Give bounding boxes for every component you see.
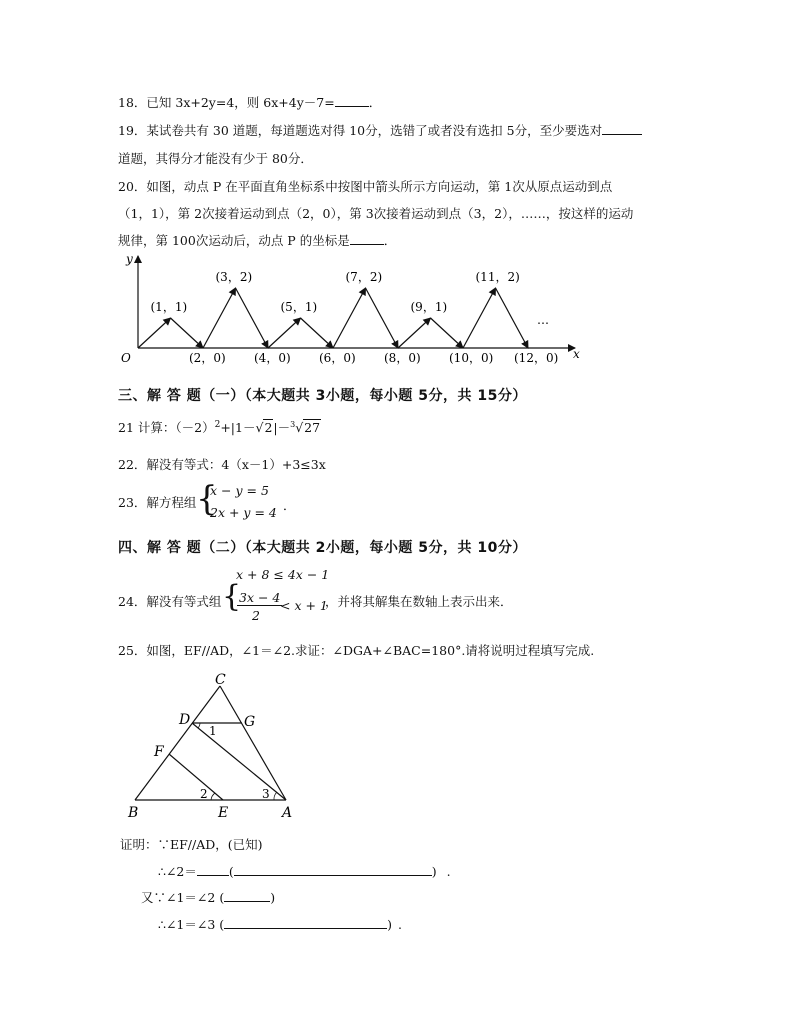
q19-line1 — [118, 121, 642, 139]
q23-eq1: x − y = 5 — [210, 483, 269, 498]
q25: 25．如图，EF//AD，∠1＝∠2.求证：∠DGA+∠BAC=180°.请将说明过程填写完成. — [118, 643, 595, 658]
motion-graph — [110, 250, 590, 370]
angle-2-label: 2 — [200, 787, 208, 801]
proof-head: 证明：∵EF//AD，(已知) — [120, 837, 263, 852]
proof-l1-dot: . — [446, 864, 451, 879]
proof-l2-blank[interactable] — [224, 890, 270, 902]
proof-l3-blank[interactable] — [224, 917, 387, 929]
q24-numerator: 3x − 4 — [239, 590, 281, 605]
proof-l1-blank1[interactable] — [197, 864, 229, 876]
q18 — [118, 93, 381, 111]
motion-segment — [301, 318, 334, 348]
proof-line3 — [158, 915, 402, 933]
q21-exp: 2 — [214, 419, 221, 430]
q19-line2: 道题，其得分才能没有少于 80分． — [118, 151, 313, 166]
label-G: G — [244, 714, 256, 730]
motion-segment — [366, 288, 399, 348]
proof-l3-dot: . — [398, 917, 403, 932]
motion-segment — [268, 318, 301, 348]
proof-line2 — [141, 888, 275, 906]
proof-l1-text: ∴∠2＝ — [158, 864, 197, 879]
q20-text3: 规律，第 100次运动后，动点 P 的坐标是 — [118, 233, 350, 248]
motion-path — [138, 288, 528, 348]
q21-prefix: 21 计算：（－2） — [118, 420, 215, 435]
q23-brace: { — [196, 479, 218, 519]
peak-label: (7，2) — [345, 270, 383, 284]
proof-l1-open: ( — [228, 864, 234, 879]
proof-l1-blank2[interactable] — [234, 864, 432, 876]
angle-1-label: 1 — [209, 724, 217, 738]
section3-title: 三、解 答 题（一）（本大题共 3小题，每小题 5分，共 15分） — [118, 388, 527, 404]
side-BC — [135, 686, 220, 800]
section4-title: 四、解 答 题（二）（本大题共 2小题，每小题 5分，共 10分） — [118, 540, 527, 556]
angle-3-arc — [274, 792, 277, 800]
y-label: y — [126, 252, 133, 266]
proof-l1-close: ) — [431, 864, 437, 879]
label-D: D — [179, 712, 191, 728]
q23-suffix: ． — [283, 498, 296, 513]
label-E: E — [218, 805, 229, 821]
point-labels — [151, 270, 559, 365]
label-B: B — [128, 805, 139, 821]
motion-segment — [203, 288, 236, 348]
proof-l3-text: ∴∠1＝∠3 ( — [158, 917, 225, 932]
peak-label: (9，1) — [410, 300, 448, 314]
q21-cbrt: 27 — [304, 420, 321, 435]
q20-line1: 20．如图，动点 P 在平面直角坐标系中按图中箭头所示方向运动，第 1次从原点运动到点 — [118, 179, 613, 194]
motion-segment — [138, 318, 171, 348]
zero-label: (12，0) — [514, 351, 559, 365]
q23-prefix: 23．解方程组 — [118, 495, 197, 510]
q21-mid2: |－ — [273, 420, 291, 435]
proof-l2-text: 又∵∠1＝∠2 ( — [141, 890, 225, 905]
q18-suffix: ． — [368, 95, 382, 110]
cbrt-sign: √ — [295, 420, 304, 435]
triangle-figure — [120, 668, 310, 823]
zero-label: (6，0) — [319, 351, 356, 365]
proof-l2-close: ) — [270, 890, 276, 905]
peak-label: (11，2) — [475, 270, 520, 284]
motion-segment — [431, 318, 464, 348]
q21-mid: +|1－ — [220, 420, 256, 435]
q18-text: 18．已知 3x+2y=4，则 6x+4y－7= — [118, 95, 335, 110]
ellipsis: … — [537, 313, 549, 327]
zero-label: (4，0) — [254, 351, 291, 365]
q20-suffix: ． — [383, 233, 397, 248]
motion-segment — [236, 288, 269, 348]
q20-blank[interactable] — [350, 233, 384, 245]
q24-denominator: 2 — [252, 608, 260, 623]
proof-l3-close: ) — [387, 917, 393, 932]
motion-segment — [171, 318, 204, 348]
angle-3-label: 3 — [262, 787, 270, 801]
q19-text1: 19．某试卷共有 30 道题，每道题选对得 10分，选错了或者没有选扣 5分，至少要选对 — [118, 123, 603, 138]
q18-blank[interactable] — [335, 95, 369, 107]
q23-eq2: 2x + y = 4 — [210, 505, 277, 520]
zero-label: (8，0) — [384, 351, 421, 365]
q22: 22．解没有等式：4（x－1）+3≤3x — [118, 457, 326, 472]
q20-line3 — [118, 231, 396, 249]
sqrt-sign: √ — [255, 420, 264, 435]
q21-sqrt: 2 — [264, 420, 273, 435]
q24-prefix: 24．解没有等式组 — [118, 594, 222, 609]
label-A: A — [282, 805, 293, 821]
angle-1-arc — [198, 723, 200, 728]
peak-label: (3，2) — [215, 270, 253, 284]
origin-label: O — [121, 351, 131, 365]
peak-label: (5，1) — [280, 300, 318, 314]
label-C: C — [215, 672, 226, 688]
q24-ineq1: x + 8 ≤ 4x − 1 — [236, 567, 330, 582]
proof-line1 — [158, 862, 451, 880]
motion-segment — [463, 288, 496, 348]
q24-rhs: < x + 1 — [280, 598, 328, 613]
side-CA — [220, 686, 286, 800]
motion-segment — [398, 318, 431, 348]
zero-label: (10，0) — [449, 351, 494, 365]
q24-suffix: ，并将其解集在数轴上表示出来． — [325, 594, 513, 609]
q24-brace: { — [222, 579, 242, 614]
label-F: F — [154, 744, 164, 760]
peak-label: (1，1) — [150, 300, 188, 314]
zero-label: (2，0) — [189, 351, 226, 365]
x-label: x — [573, 347, 580, 361]
motion-segment — [496, 288, 529, 348]
angle-2-arc — [211, 793, 215, 800]
motion-segment — [333, 288, 366, 348]
q20-line2: （1，1），第 2次接着运动到点（2，0），第 3次接着运动到点（3，2），……，按这样的运动 — [118, 206, 634, 221]
q21 — [118, 418, 321, 436]
q21-cbrt-index: 3 — [290, 419, 296, 429]
q19-blank[interactable] — [602, 123, 642, 135]
